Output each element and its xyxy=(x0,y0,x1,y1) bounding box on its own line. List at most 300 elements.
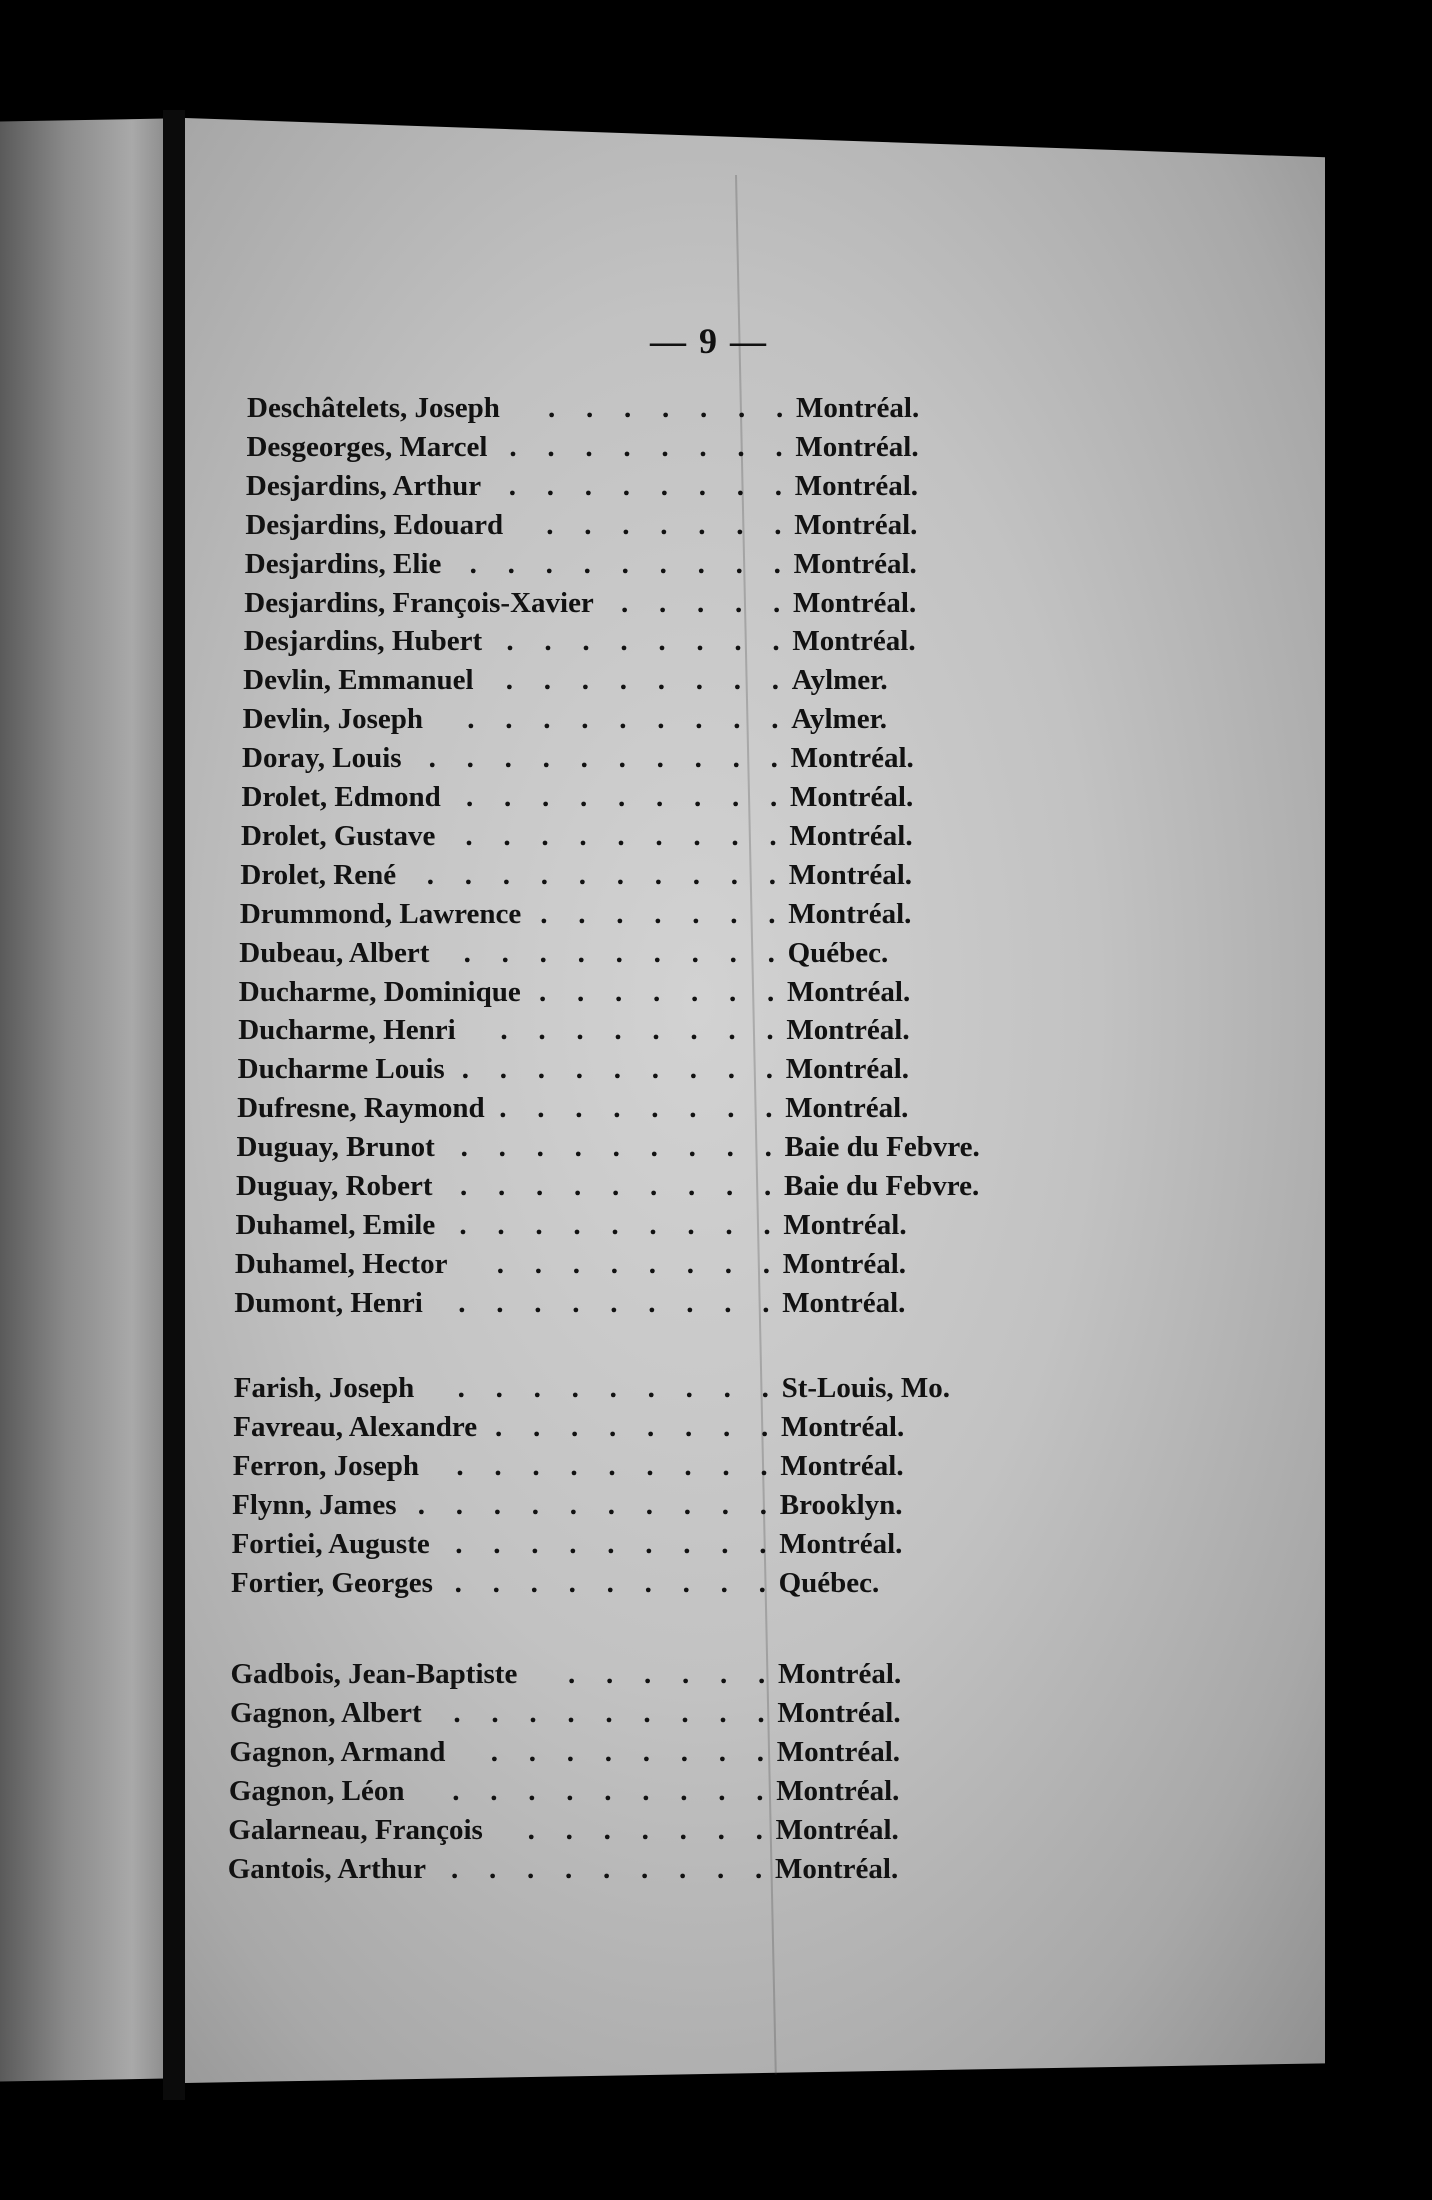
entry-place: Montréal. xyxy=(785,1092,909,1125)
leader-dot: . xyxy=(569,1488,595,1521)
leader-dot: . xyxy=(461,1053,487,1086)
list-item xyxy=(0,1248,1432,1286)
leader-dot: . xyxy=(528,1735,554,1768)
leader-dot: . xyxy=(613,1053,639,1086)
leader-dot: . xyxy=(729,975,754,1008)
leader-dot: . xyxy=(656,742,681,775)
leader-dot: . xyxy=(719,1696,744,1729)
leader-dot: . xyxy=(538,1014,563,1047)
leader-dot: . xyxy=(569,1527,594,1560)
leader-dot: . xyxy=(647,1372,672,1404)
leader-dot: . xyxy=(529,1696,554,1729)
entry-place: Montréal. xyxy=(790,781,914,813)
leader-dot: . xyxy=(543,664,569,697)
leader-dot: . xyxy=(762,1247,788,1280)
leader-dot: . xyxy=(584,469,610,502)
list-item xyxy=(0,1489,1432,1527)
entry-name: Desjardins, Arthur xyxy=(245,469,482,502)
entry-place: Montréal. xyxy=(786,1014,910,1047)
leader-dot: . xyxy=(469,547,494,580)
list-item xyxy=(0,898,1432,936)
leader-dot: . xyxy=(622,469,648,502)
list-item xyxy=(0,976,1432,1014)
entry-place: Montréal. xyxy=(793,586,917,619)
entry-place: Montréal. xyxy=(783,1208,907,1241)
leader-dot: . xyxy=(765,1092,790,1125)
leader-dot: . xyxy=(731,819,756,852)
leader-dot: . xyxy=(609,1372,634,1404)
leader-dot: . xyxy=(765,1053,791,1086)
leader-dot: . xyxy=(533,1372,558,1404)
leader-dot: . xyxy=(737,430,762,463)
leader-dot: . xyxy=(491,1696,516,1729)
leader-dot: . xyxy=(495,1410,520,1443)
entry-name: Favreau, Alexandre xyxy=(233,1410,478,1443)
leader-dot: . xyxy=(582,625,607,658)
leader-dot: . xyxy=(698,469,724,502)
entry-place: Montréal. xyxy=(794,469,919,502)
entry-name: Ducharme, Henri xyxy=(238,1014,456,1047)
leader-dot: . xyxy=(621,547,646,580)
list-item xyxy=(0,781,1432,819)
leader-dot: . xyxy=(565,1813,590,1846)
leader-dot: . xyxy=(775,430,800,463)
leader-dot: . xyxy=(653,936,678,969)
leader-dot: . xyxy=(686,1286,711,1319)
leader-dot: . xyxy=(466,742,491,775)
leader-dot: . xyxy=(735,547,760,580)
leader-dot: . xyxy=(759,1488,785,1521)
leader-dot: . xyxy=(650,1131,675,1164)
leader-dot: . xyxy=(528,1774,553,1807)
leader-dot: . xyxy=(603,1852,628,1885)
leader-dot: . xyxy=(761,1372,786,1404)
entry-name: Drolet, Edmond xyxy=(241,781,441,813)
leader-dot: . xyxy=(539,936,564,969)
leader-dot: . xyxy=(604,1774,629,1807)
leader-dot: . xyxy=(767,936,792,969)
leader-dot: . xyxy=(605,1696,630,1729)
leader-dot: . xyxy=(732,742,757,775)
leader-dot: . xyxy=(682,1658,707,1690)
leader-dot: . xyxy=(679,1813,704,1846)
leader-dot: . xyxy=(455,1488,481,1521)
list-item xyxy=(0,1209,1432,1247)
entry-name: Desjardins, Edouard xyxy=(245,508,504,541)
leader-dot: . xyxy=(463,936,488,969)
entry-place: Brooklyn. xyxy=(779,1488,903,1521)
leader-dot: . xyxy=(543,703,568,736)
entry-place: Montréal. xyxy=(778,1658,902,1690)
leader-dot: . xyxy=(761,1410,786,1443)
leader-dot: . xyxy=(573,1208,598,1241)
leader-dot: . xyxy=(656,781,681,813)
leader-dot: . xyxy=(544,625,569,658)
leader-dot: . xyxy=(764,1170,789,1202)
leader-dot: . xyxy=(733,664,759,697)
list-item xyxy=(0,1697,1432,1735)
entry-name: Ducharme Louis xyxy=(237,1053,445,1086)
leader-dot: . xyxy=(455,1527,480,1560)
leader-dot: . xyxy=(727,1092,752,1125)
entry-place: Aylmer. xyxy=(791,664,888,697)
leader-dot: . xyxy=(606,1658,631,1690)
leader-dot: . xyxy=(641,1852,666,1885)
entry-name: Drolet, René xyxy=(240,858,397,891)
leader-dot: . xyxy=(721,1527,746,1560)
leader-dot: . xyxy=(661,430,686,463)
leader-dot: . xyxy=(608,1449,633,1482)
leader-dot: . xyxy=(718,1735,744,1768)
entry-place: Montréal. xyxy=(789,819,913,852)
entry-name: Devlin, Joseph xyxy=(242,703,424,736)
leader-dot: . xyxy=(536,1170,561,1202)
leader-dot: . xyxy=(580,742,605,775)
leader-dot: . xyxy=(507,547,532,580)
leader-dot: . xyxy=(581,703,606,736)
leader-dot: . xyxy=(770,742,795,775)
leader-dot: . xyxy=(504,781,529,813)
leader-dot: . xyxy=(546,508,571,541)
entry-name: Desjardins, François-Xavier xyxy=(244,586,594,619)
list-item xyxy=(0,1814,1432,1852)
leader-dot: . xyxy=(606,1566,631,1599)
entry-place: Montréal. xyxy=(781,1410,905,1443)
leader-dot: . xyxy=(757,1696,782,1729)
list-item xyxy=(0,1170,1432,1208)
leader-dot: . xyxy=(647,1410,672,1443)
leader-dot: . xyxy=(694,742,719,775)
leader-dot: . xyxy=(736,469,762,502)
leader-dot: . xyxy=(645,1488,671,1521)
entry-name: Duhamel, Emile xyxy=(235,1208,436,1241)
leader-dot: . xyxy=(654,897,679,930)
leader-dot: . xyxy=(612,1131,637,1164)
entry-name: Gagnon, Albert xyxy=(229,1696,422,1729)
leader-dot: . xyxy=(453,1696,478,1729)
entry-name: Farish, Joseph xyxy=(233,1372,415,1404)
leader-dot: . xyxy=(726,1170,751,1202)
entry-name: Drolet, Gustave xyxy=(240,819,436,852)
leader-dot: . xyxy=(653,975,678,1008)
leader-dot: . xyxy=(579,819,604,852)
entry-place: Montréal. xyxy=(779,1527,903,1560)
leader-dot: . xyxy=(686,1247,712,1280)
leader-dot: . xyxy=(426,858,452,891)
leader-dot: . xyxy=(726,1131,751,1164)
leader-dot: . xyxy=(565,1852,590,1885)
leader-dot: . xyxy=(660,508,685,541)
leader-dot: . xyxy=(531,1527,556,1560)
leader-dot: . xyxy=(691,936,716,969)
leader-dot: . xyxy=(618,742,643,775)
entry-place: Montréal. xyxy=(792,625,916,658)
leader-dot: . xyxy=(697,586,722,619)
leader-dot: . xyxy=(692,858,718,891)
entry-name: Fortier, Georges xyxy=(231,1566,433,1599)
leader-dot: . xyxy=(693,819,718,852)
leader-dot: . xyxy=(578,858,604,891)
leader-dot: . xyxy=(417,1488,443,1521)
list-item xyxy=(0,1528,1432,1566)
leader-dot: . xyxy=(720,1658,745,1690)
list-item xyxy=(0,1131,1432,1169)
leader-dot: . xyxy=(577,936,602,969)
entry-place: Baie du Febvre. xyxy=(784,1131,980,1164)
leader-dot: . xyxy=(771,664,797,697)
leader-dot: . xyxy=(658,625,683,658)
entry-name: Dubeau, Albert xyxy=(239,936,430,969)
leader-dot: . xyxy=(764,1131,789,1164)
entry-place: Montréal. xyxy=(777,1696,901,1729)
leader-dot: . xyxy=(495,1372,520,1404)
list-item xyxy=(0,392,1432,430)
entry-place: Montréal. xyxy=(785,1053,910,1086)
leader-dot: . xyxy=(620,625,645,658)
leader-dot: . xyxy=(727,1053,753,1086)
entry-name: Doray, Louis xyxy=(242,742,402,775)
leader-dot: . xyxy=(695,664,721,697)
entry-place: Montréal. xyxy=(776,1735,901,1768)
list-item xyxy=(0,1053,1432,1091)
leader-dot: . xyxy=(572,1247,598,1280)
leader-dot: . xyxy=(774,469,800,502)
leader-dot: . xyxy=(572,1286,597,1319)
leader-dot: . xyxy=(697,547,722,580)
leader-dot: . xyxy=(692,897,717,930)
leader-dot: . xyxy=(734,625,759,658)
leader-dot: . xyxy=(575,1053,601,1086)
leader-dot: . xyxy=(536,1131,561,1164)
list-item xyxy=(0,1411,1432,1449)
leader-dot: . xyxy=(540,858,566,891)
leader-dot: . xyxy=(502,858,528,891)
leader-dot: . xyxy=(685,1372,710,1404)
leader-dot: . xyxy=(497,1208,522,1241)
leader-dot: . xyxy=(466,781,491,813)
list-item xyxy=(0,1014,1432,1052)
entry-name: Dufresne, Raymond xyxy=(237,1092,485,1125)
leader-dot: . xyxy=(766,1014,791,1047)
leader-dot: . xyxy=(662,392,687,424)
leader-dot: . xyxy=(688,1170,713,1202)
list-item xyxy=(0,431,1432,469)
entry-place: Montréal. xyxy=(793,547,917,580)
leader-dot: . xyxy=(505,664,531,697)
leader-dot: . xyxy=(724,1247,750,1280)
leader-dot: . xyxy=(755,1852,780,1885)
leader-dot: . xyxy=(566,1735,592,1768)
leader-dot: . xyxy=(645,1527,670,1560)
leader-dot: . xyxy=(604,1735,630,1768)
leader-dot: . xyxy=(650,1170,675,1202)
list-item xyxy=(0,1853,1432,1891)
leader-dot: . xyxy=(489,1852,514,1885)
entry-name: Duguay, Robert xyxy=(236,1170,433,1202)
list-item xyxy=(0,1658,1432,1696)
leader-dot: . xyxy=(499,1053,525,1086)
leader-dot: . xyxy=(654,858,680,891)
leader-dot: . xyxy=(607,1488,633,1521)
entry-place: Aylmer. xyxy=(791,703,888,736)
leader-dot: . xyxy=(623,430,648,463)
leader-dot: . xyxy=(649,1208,674,1241)
leader-dot: . xyxy=(644,1566,669,1599)
entry-place: Montréal. xyxy=(780,1449,904,1482)
leader-dot: . xyxy=(756,1735,782,1768)
leader-dot: . xyxy=(504,742,529,775)
leader-dot: . xyxy=(738,392,763,424)
list-item xyxy=(0,625,1432,663)
leader-dot: . xyxy=(566,1774,591,1807)
leader-dot: . xyxy=(496,1286,521,1319)
leader-dot: . xyxy=(614,1014,639,1047)
leader-dot: . xyxy=(458,1286,483,1319)
leader-dot: . xyxy=(542,742,567,775)
leader-dot: . xyxy=(454,1566,479,1599)
leader-dot: . xyxy=(730,858,756,891)
leader-dot: . xyxy=(615,975,640,1008)
leader-dot: . xyxy=(574,1131,599,1164)
leader-dot: . xyxy=(460,1131,485,1164)
leader-dot: . xyxy=(759,1527,784,1560)
leader-dot: . xyxy=(534,1286,559,1319)
leader-dot: . xyxy=(571,1410,596,1443)
entry-name: Ferron, Joseph xyxy=(232,1449,420,1482)
leader-dot: . xyxy=(452,1774,477,1807)
leader-dot: . xyxy=(493,1527,518,1560)
leader-dot: . xyxy=(547,430,572,463)
leader-dot: . xyxy=(698,508,723,541)
leader-dot: . xyxy=(648,1247,674,1280)
leader-dot: . xyxy=(694,781,719,813)
leader-dot: . xyxy=(542,781,567,813)
leader-dot: . xyxy=(758,1658,783,1690)
leader-dot: . xyxy=(696,625,721,658)
entry-place: Montréal. xyxy=(788,858,913,891)
leader-dot: . xyxy=(762,1286,787,1319)
leader-dot: . xyxy=(568,1566,593,1599)
leader-dot: . xyxy=(618,781,643,813)
list-item xyxy=(0,664,1432,702)
entry-place: Montréal. xyxy=(796,392,920,424)
leader-dot: . xyxy=(642,1774,667,1807)
leader-dot: . xyxy=(728,1014,753,1047)
leader-dot: . xyxy=(501,936,526,969)
leader-dot: . xyxy=(688,1131,713,1164)
leader-dot: . xyxy=(774,508,799,541)
leader-dot: . xyxy=(577,975,602,1008)
leader-dot: . xyxy=(771,703,796,736)
leader-dot: . xyxy=(611,1208,636,1241)
leader-dot: . xyxy=(499,1092,524,1125)
leader-dot: . xyxy=(680,1735,706,1768)
leader-dot: . xyxy=(730,897,755,930)
entry-place: Montréal. xyxy=(782,1286,906,1319)
leader-dot: . xyxy=(644,1658,669,1690)
leader-dot: . xyxy=(691,975,716,1008)
leader-dot: . xyxy=(451,1852,476,1885)
leader-dot: . xyxy=(652,1014,677,1047)
leader-dot: . xyxy=(616,858,642,891)
entry-name: Deschâtelets, Joseph xyxy=(247,392,500,424)
leader-dot: . xyxy=(615,936,640,969)
leader-dot: . xyxy=(575,1092,600,1125)
leader-dot: . xyxy=(619,703,644,736)
leader-dot: . xyxy=(643,1696,668,1729)
leader-dot: . xyxy=(527,1852,552,1885)
leader-dot: . xyxy=(498,1131,523,1164)
entry-name: Gagnon, Léon xyxy=(228,1774,405,1807)
entry-place: Montréal. xyxy=(782,1247,907,1280)
leader-dot: . xyxy=(680,1774,705,1807)
entry-name: Drummond, Lawrence xyxy=(239,897,522,930)
entry-name: Ducharme, Dominique xyxy=(238,975,521,1008)
entry-name: Duhamel, Hector xyxy=(234,1247,448,1280)
leader-dot: . xyxy=(689,1053,715,1086)
list-item xyxy=(0,470,1432,508)
leader-dot: . xyxy=(574,1170,599,1202)
leader-dot: . xyxy=(736,508,761,541)
leader-dot: . xyxy=(456,1449,481,1482)
leader-dot: . xyxy=(584,508,609,541)
leader-dot: . xyxy=(683,1527,708,1560)
leader-dot: . xyxy=(508,469,534,502)
leader-dot: . xyxy=(679,1852,704,1885)
leader-dot: . xyxy=(717,1852,742,1885)
leader-dot: . xyxy=(428,742,453,775)
leader-dot: . xyxy=(724,1286,749,1319)
leader-dot: . xyxy=(699,430,724,463)
leader-dot: . xyxy=(732,781,757,813)
leader-dot: . xyxy=(700,392,725,424)
leader-dot: . xyxy=(655,819,680,852)
leader-dot: . xyxy=(770,781,795,813)
leader-dot: . xyxy=(685,1410,710,1443)
leader-dot: . xyxy=(642,1735,668,1768)
leader-dot: . xyxy=(733,703,758,736)
leader-dot: . xyxy=(735,586,760,619)
leader-dot: . xyxy=(613,1092,638,1125)
leader-dot: . xyxy=(464,858,490,891)
leader-dot: . xyxy=(651,1053,677,1086)
leader-dot: . xyxy=(568,1658,593,1690)
list-item xyxy=(0,1092,1432,1130)
entry-place: Baie du Febvre. xyxy=(784,1170,980,1202)
list-item xyxy=(0,703,1432,741)
leader-dot: . xyxy=(722,1449,747,1482)
leader-dot: . xyxy=(756,1774,781,1807)
list-item xyxy=(0,1450,1432,1488)
leader-dot: . xyxy=(768,858,794,891)
leader-dot: . xyxy=(503,819,528,852)
leader-dot: . xyxy=(776,392,801,424)
leader-dot: . xyxy=(496,1247,522,1280)
leader-dot: . xyxy=(687,1208,712,1241)
leader-dot: . xyxy=(760,1449,785,1482)
leader-dot: . xyxy=(773,586,798,619)
leader-dot: . xyxy=(622,508,647,541)
list-item xyxy=(0,1287,1432,1325)
leader-dot: . xyxy=(506,625,531,658)
leader-dot: . xyxy=(546,469,572,502)
entry-place: Montréal. xyxy=(776,1774,900,1807)
list-item xyxy=(0,742,1432,780)
leader-dot: . xyxy=(659,586,684,619)
leader-dot: . xyxy=(535,1208,560,1241)
leader-dot: . xyxy=(641,1813,666,1846)
leader-dot: . xyxy=(534,1247,560,1280)
